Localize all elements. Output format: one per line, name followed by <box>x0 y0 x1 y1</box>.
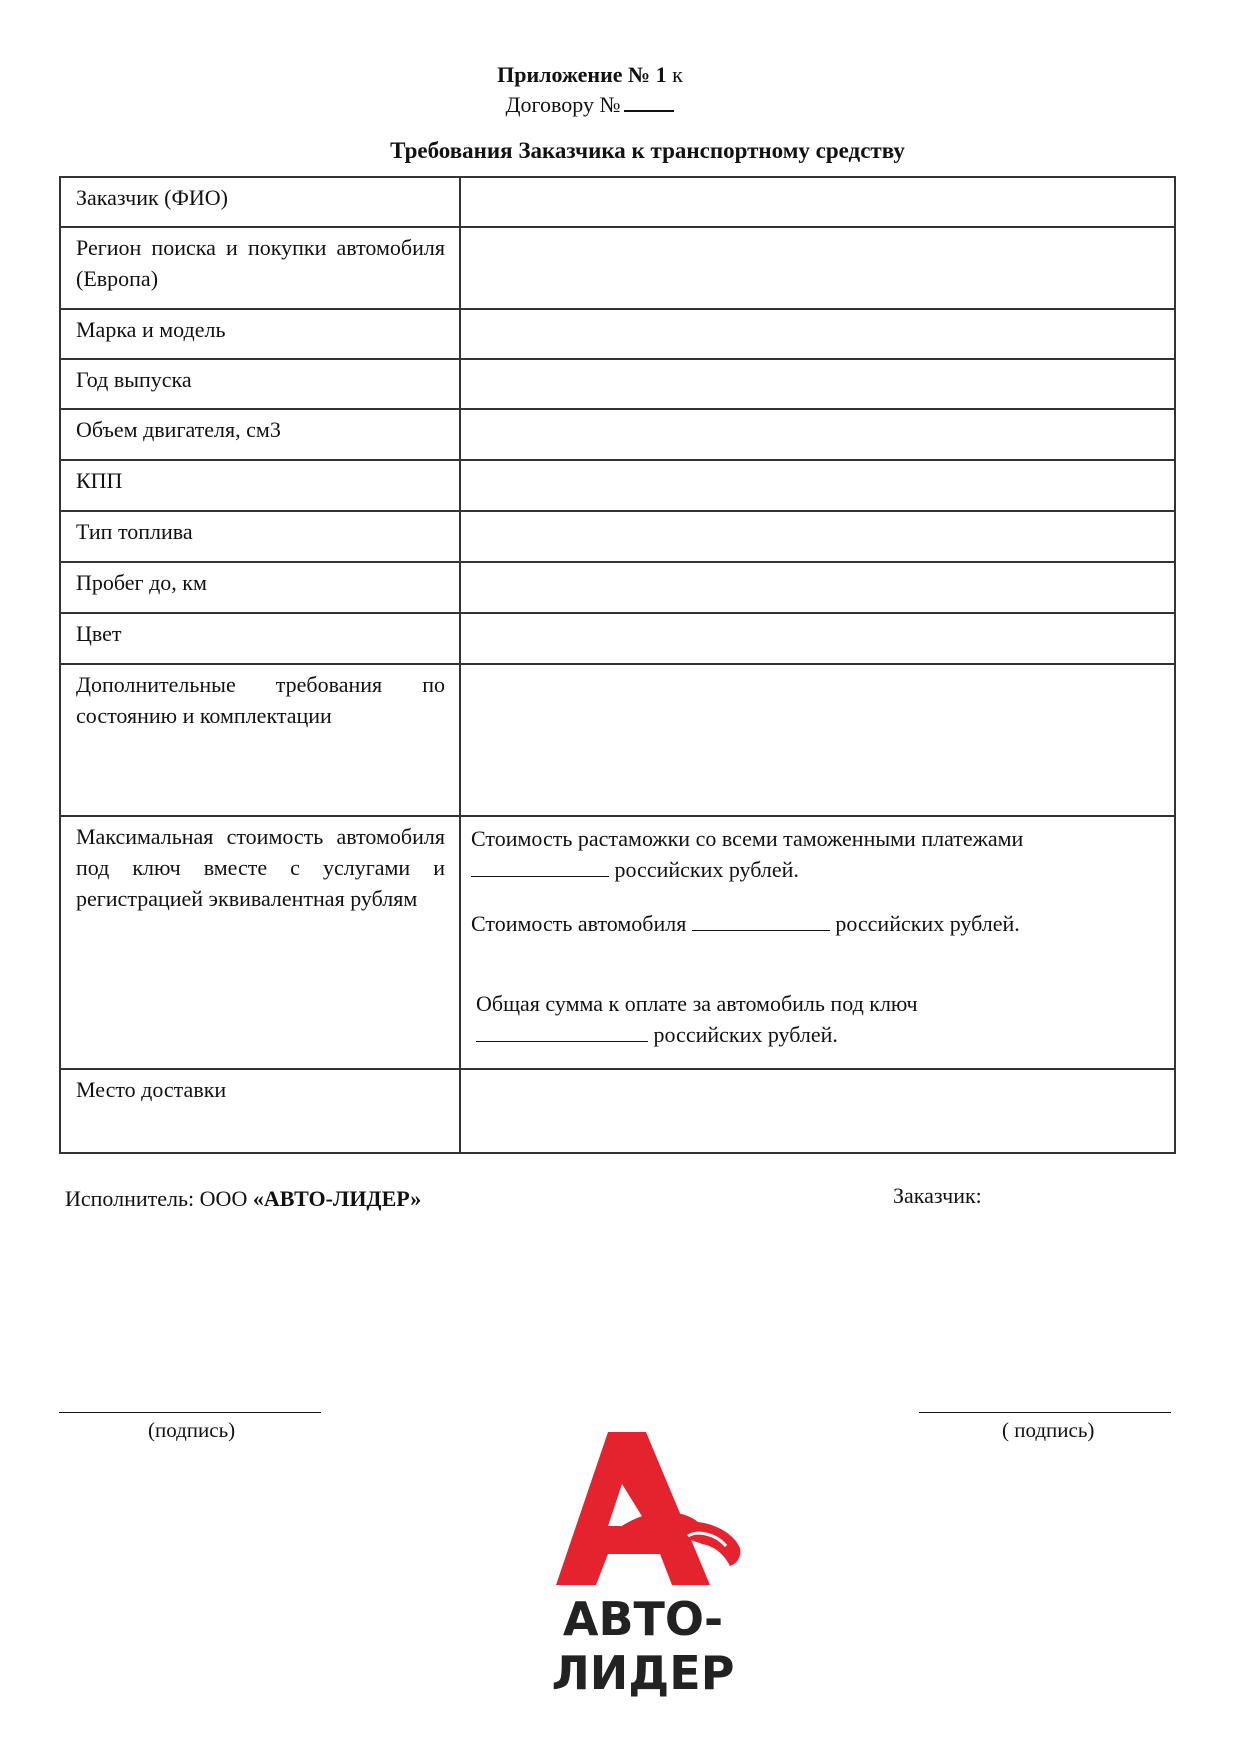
customer-signature-caption: ( подпись) <box>1002 1418 1095 1442</box>
document-title: Требования Заказчика к транспортному средству <box>390 138 905 163</box>
table-row <box>60 409 1175 460</box>
contract-label: Договору № <box>505 92 621 117</box>
region-field[interactable] <box>460 227 1175 309</box>
annex-suffix: к <box>672 62 683 87</box>
row-label: Регион поиска и покупки автомобиля (Европа) <box>60 227 460 309</box>
table-row <box>60 1069 1175 1153</box>
table-row <box>60 562 1175 613</box>
customer-label: Заказчик: <box>893 1183 982 1208</box>
make-model-field[interactable] <box>460 309 1175 359</box>
car-cost-unit: российских рублей. <box>835 911 1020 936</box>
car-cost-label: Стоимость автомобиля <box>471 911 687 936</box>
row-label: Тип топлива <box>60 511 460 562</box>
fuel-type-field[interactable] <box>460 511 1175 562</box>
logo-wordmark: АВТО-ЛИДЕР <box>551 1592 735 1700</box>
logo-letter-a-shape <box>556 1432 710 1585</box>
contract-number-blank[interactable] <box>624 92 674 112</box>
requirements-table <box>59 176 1176 1154</box>
table-row <box>60 511 1175 562</box>
customs-cost-unit: российских рублей. <box>614 857 799 882</box>
row-label: Дополнительные требования по состоянию и комплектации <box>60 664 460 816</box>
car-cost-line <box>471 908 1164 939</box>
year-field[interactable] <box>460 359 1175 409</box>
row-label: Место доставки <box>60 1069 460 1153</box>
table-row <box>60 613 1175 664</box>
executor-company: «АВТО-ЛИДЕР» <box>252 1186 422 1211</box>
executor-signature-line[interactable] <box>59 1412 321 1413</box>
table-row <box>60 664 1175 816</box>
row-label: Пробег до, км <box>60 562 460 613</box>
total-cost-line <box>471 988 1164 1050</box>
table-row <box>60 359 1175 409</box>
customs-cost-label: Стоимость растаможки со всеми таможенными платежами <box>471 826 1024 851</box>
table-row <box>60 227 1175 309</box>
additional-requirements-field[interactable] <box>460 664 1175 816</box>
avto-lider-logo-icon <box>548 1430 758 1585</box>
mileage-field[interactable] <box>460 562 1175 613</box>
customs-cost-line <box>471 823 1164 885</box>
transmission-field[interactable] <box>460 460 1175 511</box>
row-label: Объем двигателя, см3 <box>60 409 460 460</box>
total-cost-blank[interactable] <box>476 1023 648 1042</box>
total-cost-label: Общая сумма к оплате за автомобиль под ключ <box>476 991 918 1016</box>
row-label: Марка и модель <box>60 309 460 359</box>
table-row <box>60 309 1175 359</box>
color-field[interactable] <box>460 613 1175 664</box>
total-cost-unit: российских рублей. <box>653 1022 838 1047</box>
annex-title <box>0 62 1180 88</box>
row-label: Заказчик (ФИО) <box>60 177 460 227</box>
car-cost-blank[interactable] <box>692 912 830 931</box>
executor-signature-caption: (подпись) <box>148 1418 236 1442</box>
customs-cost-blank[interactable] <box>471 858 609 877</box>
row-label: Год выпуска <box>60 359 460 409</box>
row-label: КПП <box>60 460 460 511</box>
annex-number: Приложение № 1 <box>497 62 667 87</box>
customer-signature-line[interactable] <box>919 1412 1171 1413</box>
row-label: Цвет <box>60 613 460 664</box>
table-row <box>60 460 1175 511</box>
executor-prefix: Исполнитель: ООО <box>65 1186 248 1211</box>
price-breakdown <box>460 816 1175 1069</box>
delivery-place-field[interactable] <box>460 1069 1175 1153</box>
engine-volume-field[interactable] <box>460 409 1175 460</box>
table-row <box>60 816 1175 1069</box>
table-row <box>60 177 1175 227</box>
customer-name-field[interactable] <box>460 177 1175 227</box>
row-label: Максимальная стоимость автомобиля под ключ вместе с услугами и регистрацией эквивалентная рублям <box>60 816 460 1069</box>
contract-line <box>0 92 1180 118</box>
executor-label <box>65 1186 421 1212</box>
